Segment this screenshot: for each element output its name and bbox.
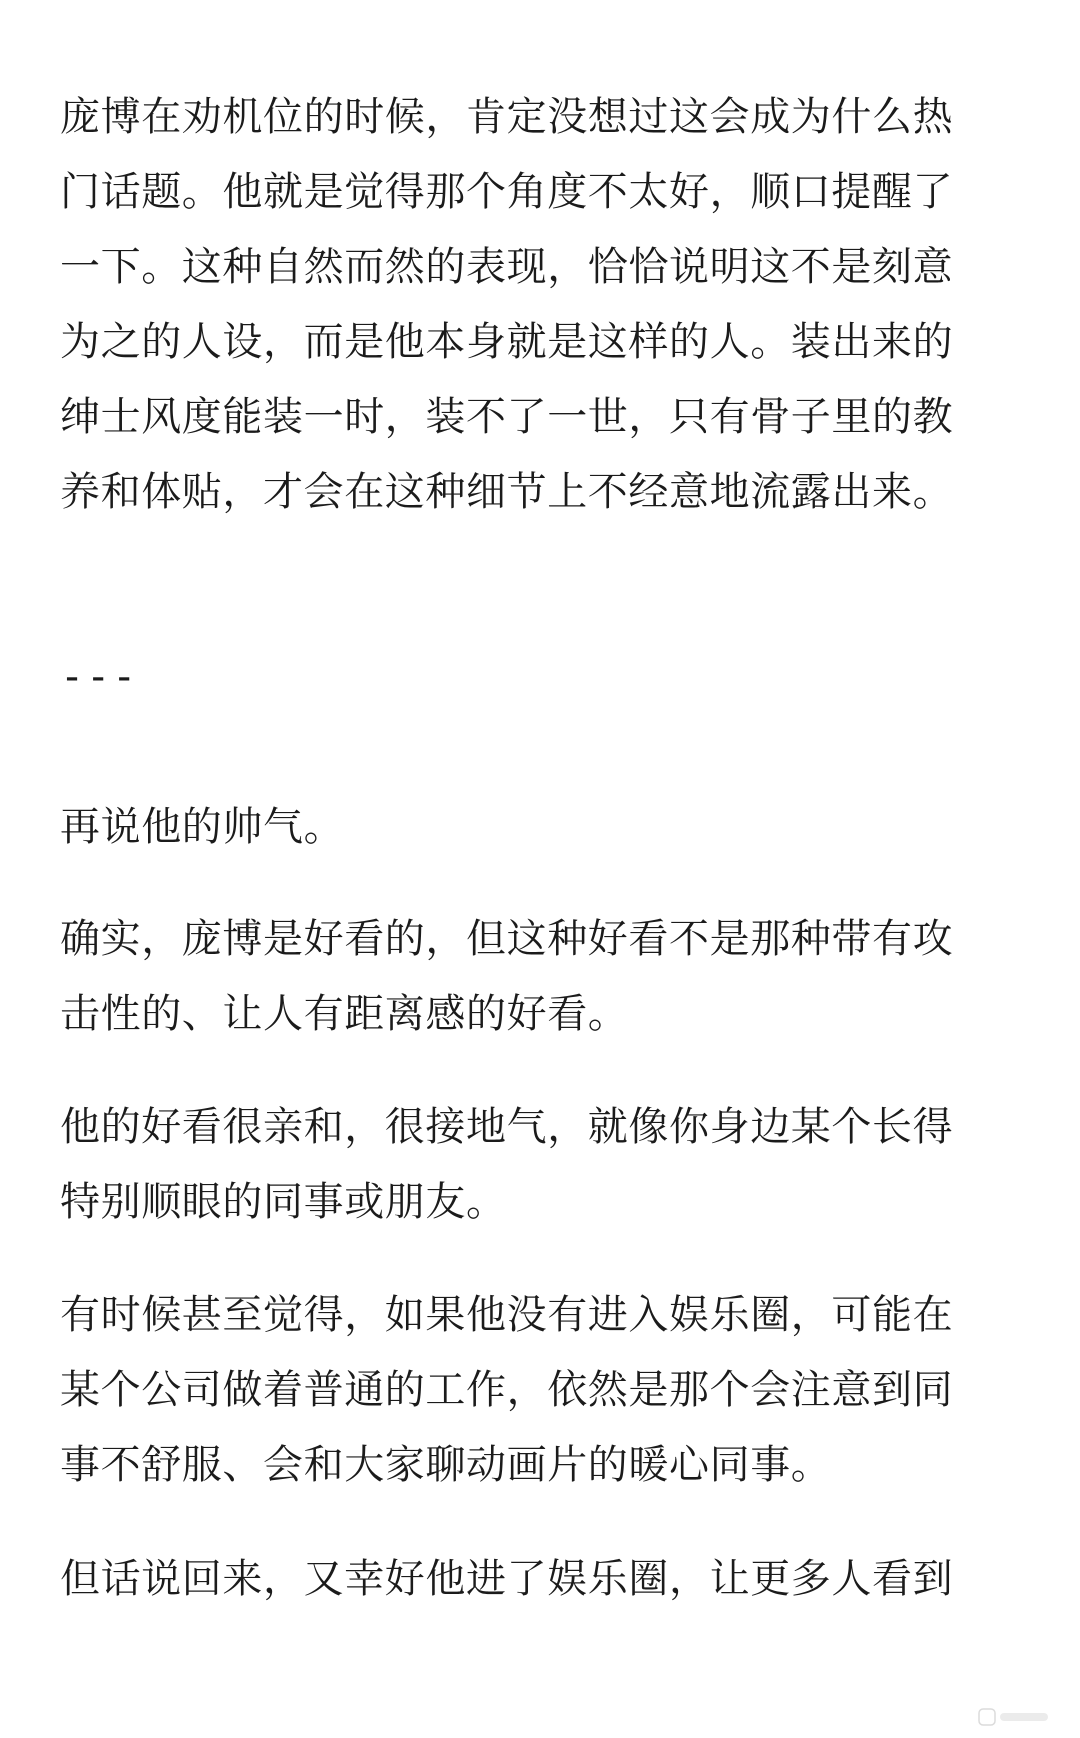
paragraph-4 bbox=[60, 1090, 953, 1240]
text-line: 绅士风度能装一时，装不了一世，只有骨子里的教 bbox=[60, 394, 954, 440]
text-line: 再说他的帅气。 bbox=[60, 804, 345, 850]
paragraph-6 bbox=[60, 1542, 953, 1617]
text-line: 事不舒服、会和大家聊动画片的暖心同事。 bbox=[60, 1442, 832, 1488]
text-line: 有时候甚至觉得，如果他没有进入娱乐圈，可能在 bbox=[60, 1292, 954, 1338]
paragraph-5 bbox=[60, 1278, 953, 1503]
text-line: 确实，庞博是好看的，但这种好看不是那种带有攻 bbox=[60, 916, 954, 962]
section-separator: --- bbox=[60, 654, 139, 700]
text-line: 某个公司做着普通的工作，依然是那个会注意到同 bbox=[60, 1367, 954, 1413]
text-line: 养和体贴，才会在这种细节上不经意地流露出来。 bbox=[60, 469, 954, 515]
text-line: 但话说回来，又幸好他进了娱乐圈，让更多人看到 bbox=[60, 1556, 954, 1602]
text-line: 特别顺眼的同事或朋友。 bbox=[60, 1179, 507, 1225]
text-line: 为之的人设，而是他本身就是这样的人。装出来的 bbox=[60, 319, 954, 365]
text-line: 庞博在劝机位的时候，肯定没想过这会成为什么热 bbox=[60, 94, 954, 140]
text-line: 他的好看很亲和，很接地气，就像你身边某个长得 bbox=[60, 1104, 954, 1150]
paragraph-3 bbox=[60, 902, 953, 1052]
text-line: 击性的、让人有距离感的好看。 bbox=[60, 991, 629, 1037]
watermark-logo-icon bbox=[978, 1706, 1052, 1728]
paragraph-1 bbox=[60, 80, 953, 530]
text-line: 门话题。他就是觉得那个角度不太好，顺口提醒了 bbox=[60, 169, 954, 215]
paragraph-2 bbox=[60, 790, 344, 865]
text-line: 一下。这种自然而然的表现，恰恰说明这不是刻意 bbox=[60, 244, 954, 290]
